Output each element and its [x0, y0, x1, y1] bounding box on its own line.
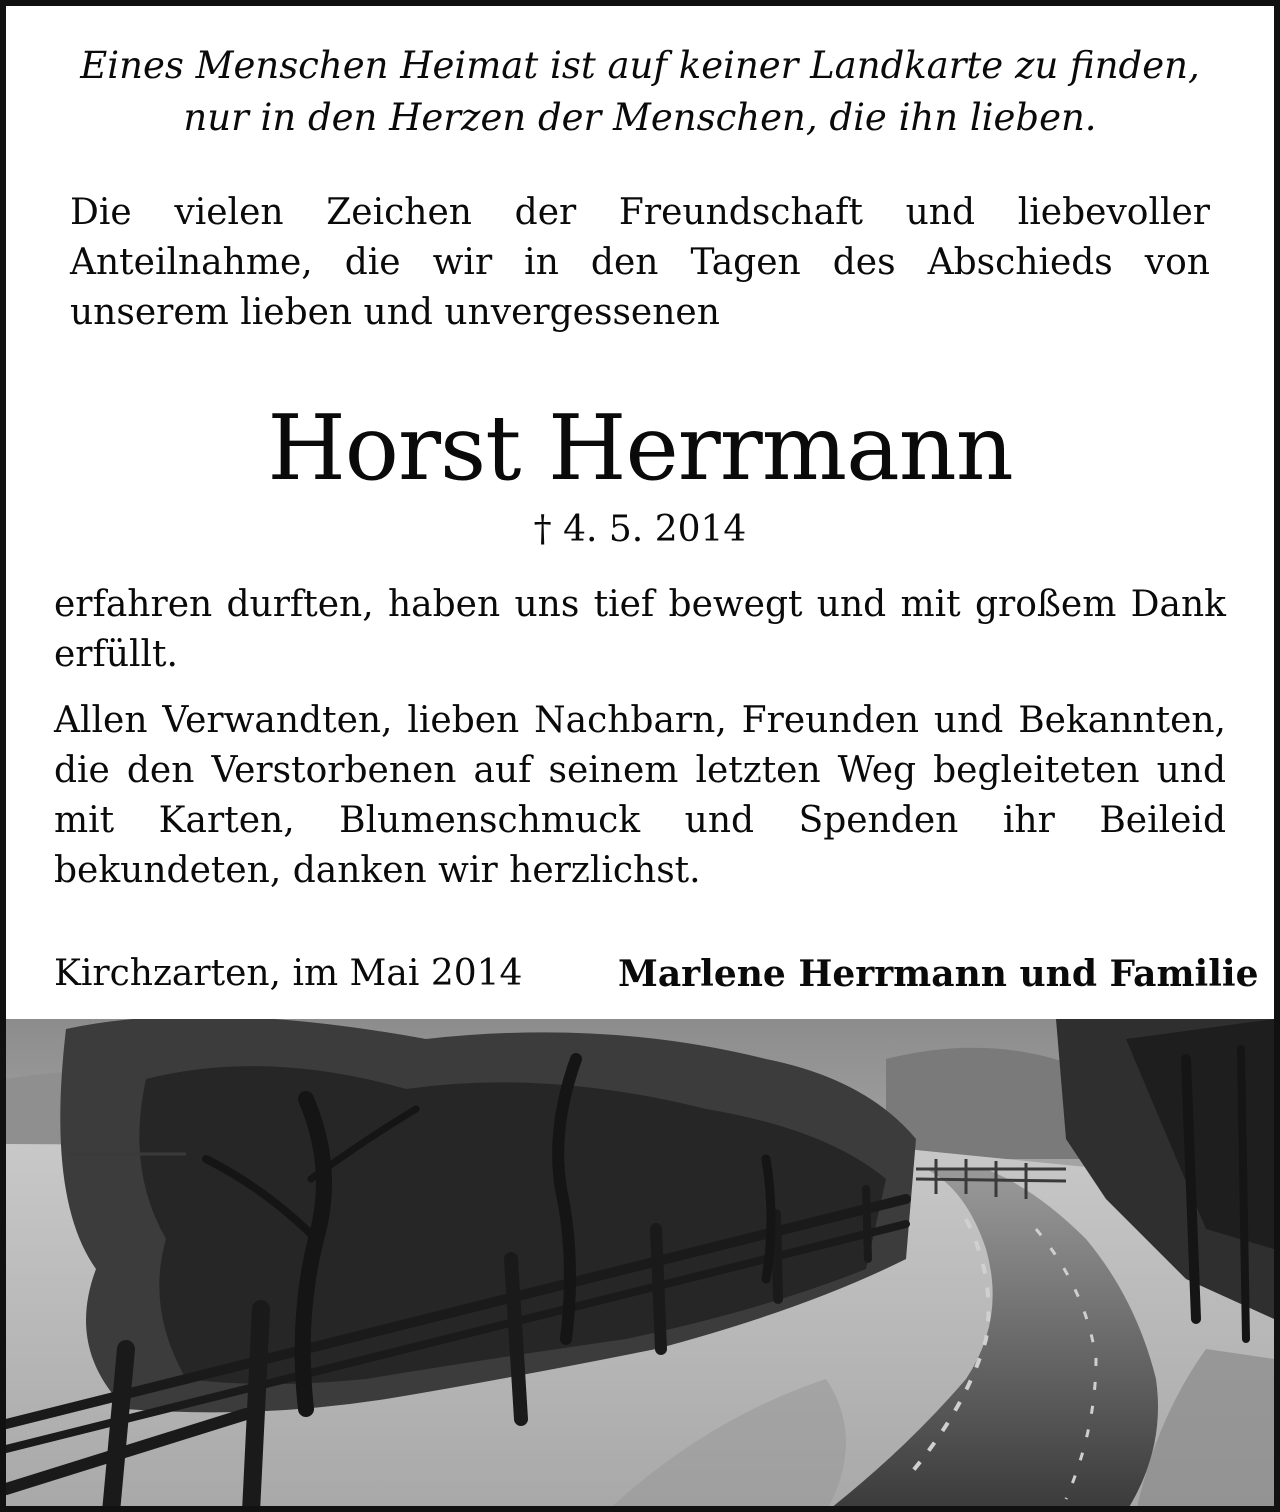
thanks-paragraph: erfahren durften, haben uns tief bewegt und mit großem Dank erfüllt. [54, 584, 1226, 675]
opening-quote [46, 40, 1234, 144]
acknowledgement-paragraph: Allen Verwandten, lieben Nachbarn, Freunden und Bekannten, die den Verstorbenen auf seinem letzten Weg begleiteten und mit Karten, Blumenschmuck und Spenden ihr Beileid bekundeten, danken wir herzlichst. [54, 700, 1226, 891]
place-and-date: Kirchzarten, im Mai 2014 [54, 953, 523, 994]
intro-paragraph: Die vielen Zeichen der Freundschaft und liebevoller Anteilnahme, die wir in den Tagen des Abschieds von unserem lieben und unvergessenen [70, 192, 1210, 333]
landscape-path-fence-image [6, 1019, 1274, 1512]
quote-line-2: nur in den Herzen der Menschen, die ihn lieben. [183, 96, 1097, 139]
deceased-name: Horst Herrmann [267, 396, 1013, 501]
death-date: † 4. 5. 2014 [533, 509, 747, 550]
signature: Marlene Herrmann und Familie [618, 953, 1259, 995]
quote-line-1: Eines Menschen Heimat ist auf keiner Landkarte zu finden, [80, 44, 1200, 87]
